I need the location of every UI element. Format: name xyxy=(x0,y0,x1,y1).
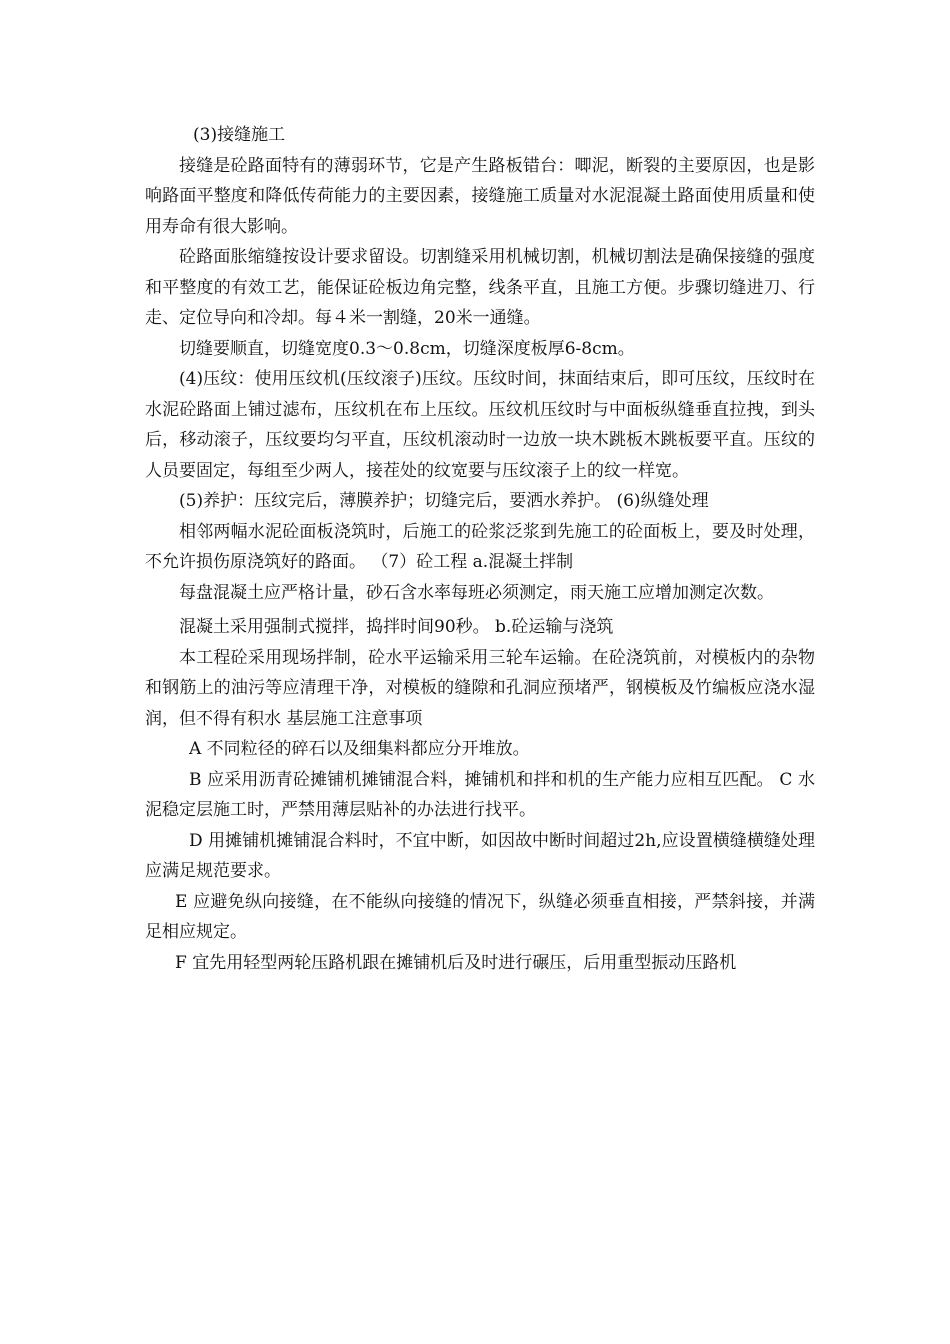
paragraph-curing: (5)养护：压纹完后，薄膜养护；切缝完后，要洒水养护。 (6)纵缝处理 xyxy=(179,491,709,511)
paragraph-cut-dimensions: 切缝要顺直，切缝宽度0.3～0.8cm，切缝深度板厚6-8cm。 xyxy=(179,338,635,359)
paragraph-transport-pouring: 本工程砼采用现场拌制，砼水平运输采用三轮车运输。在砼浇筑前，对模板内的杂物和钢筋上的油污等应清理干净，对模板的缝隙和孔洞应预堵严，钢模板及竹编板应浇水湿润，但不得有积水 基层施工注意事项 xyxy=(145,647,815,729)
paragraph-longitudinal-joint: 相邻两幅水泥砼面板浇筑时，后施工的砼浆泛浆到先施工的砼面板上，要及时处理，不允许损伤原浇筑好的路面。 （7）砼工程 a.混凝土拌制 xyxy=(145,521,815,572)
paragraph-cutting-method: 砼路面胀缩缝按设计要求留设。切割缝采用机械切割，机械切割法是确保接缝的强度和平整度的有效工艺，能保证砼板边角完整，线条平直，且施工方便。步骤切缝进刀、行走、定位导向和冷却。每４米一割缝，20米一通缝。 xyxy=(145,247,815,328)
document-body xyxy=(145,120,815,978)
list-item-e: E 应避免纵向接缝，在不能纵向接缝的情况下，纵缝必须垂直相接，严禁斜接，并满足相应规定。 xyxy=(145,891,815,942)
list-item-d: D 用摊铺机摊铺混合料时，不宜中断，如因故中断时间超过2h,应设置横缝横缝处理应满足规范要求。 xyxy=(145,830,815,881)
list-item-f: F 宜先用轻型两轮压路机跟在摊铺机后及时进行碾压，后用重型振动压路机 xyxy=(175,952,737,973)
list-item-a: A 不同粒径的碎石以及细集料都应分开堆放。 xyxy=(189,739,530,759)
section-heading-joint-construction: (3)接缝施工 xyxy=(193,125,286,145)
paragraph-texturing: (4)压纹：使用压纹机(压纹滚子)压纹。压纹时间，抹面结束后，即可压纹，压纹时在水泥砼路面上铺过滤布，压纹机在布上压纹。压纹机压纹时与中面板纵缝垂直拉拽，到头后，移动滚子，压纹要均匀平直，压纹机滚动时一边放一块木跳板木跳板要平直。压纹的人员要固定，每组至少两人，接茬处的纹宽要与压纹滚子上的纹一样宽。 xyxy=(145,369,815,481)
paragraph-mixing: 混凝土采用强制式搅拌，捣拌时间90秒。 b.砼运输与浇筑 xyxy=(179,617,614,637)
paragraph-joint-intro: 接缝是砼路面特有的薄弱环节，它是产生路板错台：唧泥，断裂的主要原因，也是影响路面平整度和降低传荷能力的主要因素，接缝施工质量对水泥混凝土路面使用质量和使用寿命有很大影响。 xyxy=(145,155,815,237)
paragraph-batching: 每盘混凝土应严格计量，砂石含水率每班必须测定，雨天施工应增加测定次数。 xyxy=(179,582,774,603)
list-item-b-c: B 应采用沥青砼摊铺机摊铺混合料，摊铺机和拌和机的生产能力应相互匹配。 C 水泥稳定层施工时，严禁用薄层贴补的办法进行找平。 xyxy=(145,769,815,820)
